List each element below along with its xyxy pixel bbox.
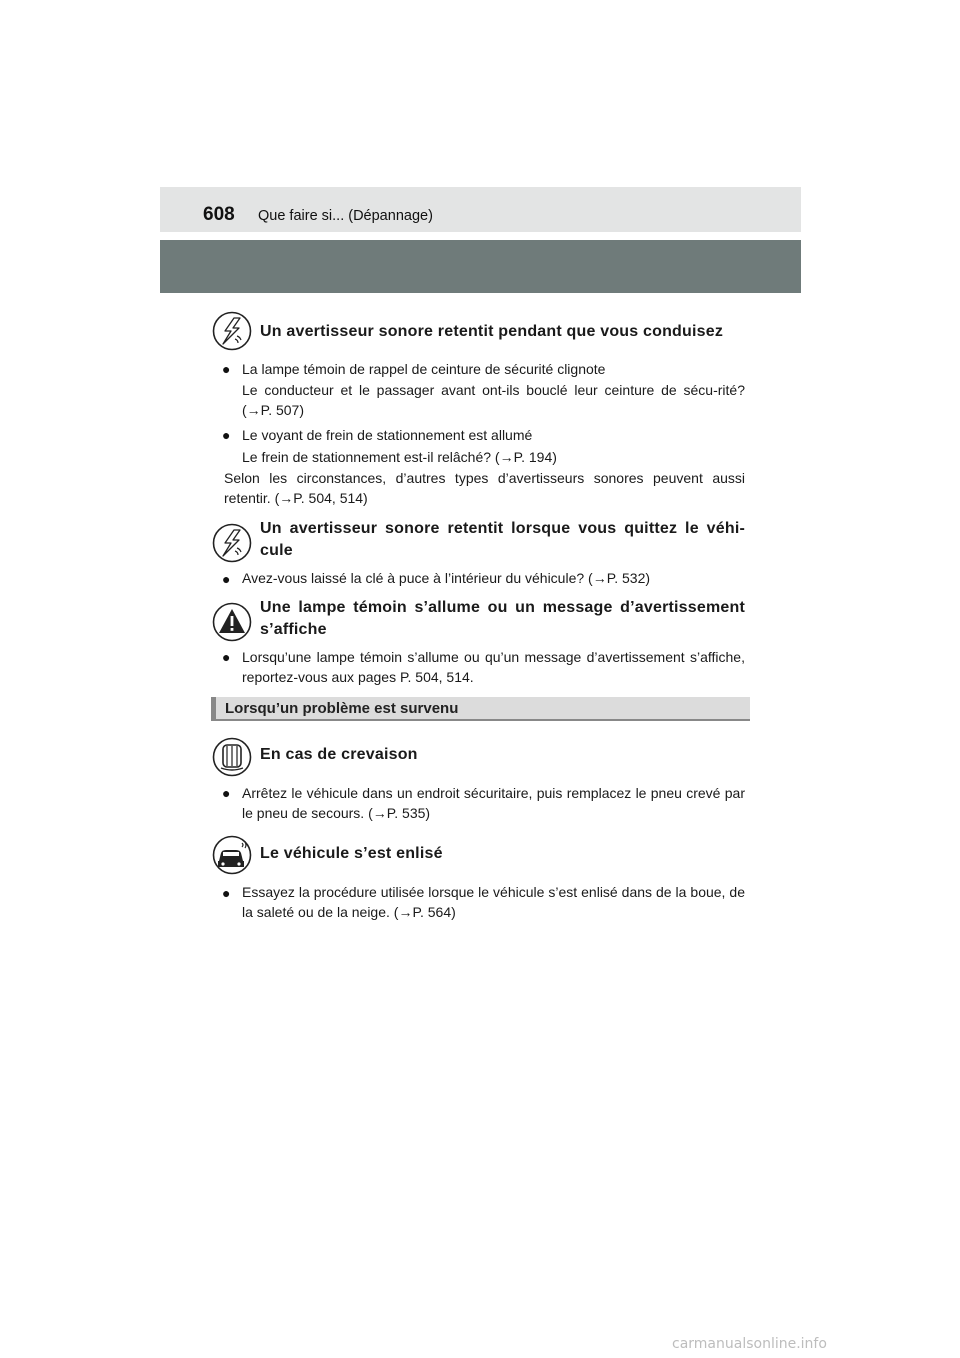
page-number: 608 — [203, 204, 235, 225]
buzzer-icon — [212, 311, 252, 351]
bullet-glyph: ● — [222, 427, 231, 443]
bullet-glyph: ● — [222, 785, 231, 801]
section-header — [211, 697, 750, 721]
bullet-stuck-procedure: Essayez la procédure utilisée lorsque le véhicule s’est enlisé dans de la boue, de la saleté ou de la neige. (→P. 564) — [242, 884, 745, 920]
warning-triangle-icon — [212, 602, 252, 642]
bullet-smart-key: Avez-vous laissé la clé à puce à l’intérieur du véhicule? (→P. 532) — [242, 570, 651, 586]
heading-buzzer-driving: Un avertisseur sonore retentit pendant que vous conduisez — [260, 323, 724, 340]
flat-tire-icon — [212, 737, 252, 777]
chapter-banner — [160, 240, 801, 293]
section-title: Lorsqu’un problème est survenu — [225, 700, 459, 717]
bullet-glyph: ● — [222, 885, 231, 901]
bullet-parking-brake-title: Le voyant de frein de stationnement est allumé — [242, 427, 533, 443]
chapter-title: Que faire si... (Dépannage) — [258, 208, 433, 224]
heading-warning-light: Une lampe témoin s’allume ou un message d’avertissement s’affiche — [260, 599, 745, 638]
bullet-seatbelt-detail: Le conducteur et le passager avant ont-ils bouclé leur ceinture de sécu-rité? (→P. 507) — [242, 382, 745, 418]
buzzer-icon — [212, 523, 252, 563]
stuck-vehicle-icon — [212, 835, 252, 875]
bullet-seatbelt-title: La lampe témoin de rappel de ceinture de sécurité clignote — [242, 361, 606, 377]
note-other-buzzers: Selon les circonstances, d’autres types d’avertisseurs sonores peuvent aussi retentir. (→P. 504, 514) — [224, 470, 745, 506]
bullet-parking-brake-detail: Le frein de stationnement est-il relâché? (→P. 194) — [242, 449, 557, 465]
heading-stuck-vehicle: Le véhicule s’est enlisé — [260, 845, 443, 862]
watermark: carmanualsonline.info — [672, 1336, 827, 1352]
section-accent — [211, 697, 216, 719]
header-bar — [160, 187, 801, 232]
bullet-glyph: ● — [222, 571, 231, 587]
bullet-glyph: ● — [222, 649, 231, 665]
bullet-warning-refer: Lorsqu’une lampe témoin s’allume ou qu’un message d’avertissement s’affiche, reportez-vous aux pages P. 504, 514. — [242, 649, 745, 685]
heading-buzzer-leaving: Un avertisseur sonore retentit lorsque vous quittez le véhi-cule — [260, 520, 745, 559]
bullet-replace-tire: Arrêtez le véhicule dans un endroit sécuritaire, puis remplacez le pneu crevé par le pneu de secours. (→P. 535) — [242, 785, 745, 821]
heading-flat-tire: En cas de crevaison — [260, 746, 418, 763]
bullet-glyph: ● — [222, 361, 231, 377]
